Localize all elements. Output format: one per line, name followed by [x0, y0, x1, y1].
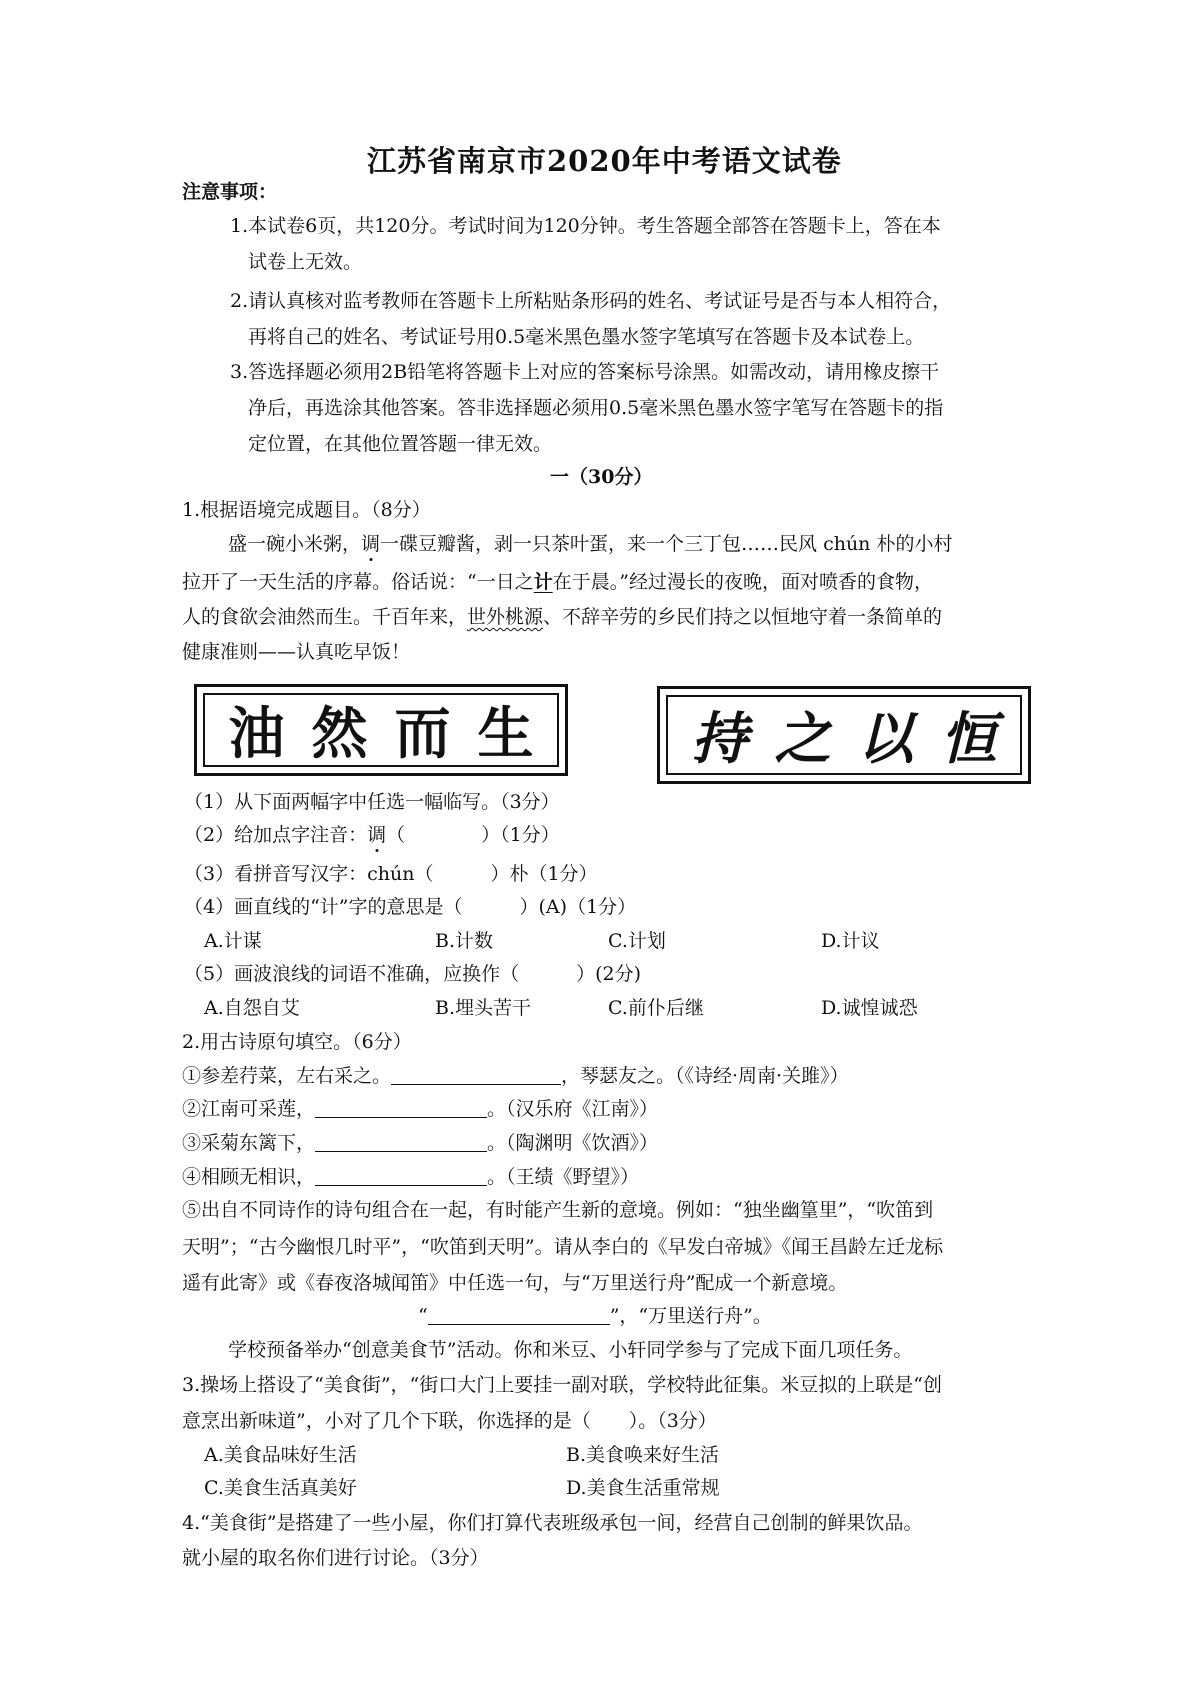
poem-text: “ [418, 1305, 428, 1327]
passage-text: 盛一碗小米粥， [228, 533, 362, 555]
answer-blank[interactable] [428, 1304, 610, 1325]
calligraphy-right [657, 686, 1031, 784]
calligraphy-char: 持 [691, 706, 748, 772]
option-d: D.诚惶诚恐 [821, 997, 918, 1019]
notice-item-3-cont2: 定位置，在其他位置答题一律无效。 [248, 433, 553, 455]
passage-text: 拉开了一天生活的序幕。俗话说：“一日之 [182, 571, 534, 593]
poem-line-5: ⑤出自不同诗作的诗句组合在一起，有时能产生新的意境。例如：“独坐幽篁里”，“吹笛到 [182, 1199, 934, 1221]
notice-item-1: 1.本试卷6页，共120分。考试时间为120分钟。考生答题全部答在答题卡上，答在本 [230, 215, 941, 237]
question-1-title: 1.根据语境完成题目。（8分） [182, 499, 431, 521]
passage-text: 在于晨。”经过漫长的夜晚，面对喷香的食物， [552, 571, 933, 593]
poem-line-8 [418, 1304, 772, 1328]
passage-line-2 [182, 570, 933, 594]
option-c: C.美食生活真美好 [204, 1477, 357, 1499]
sub-question-text: （2）给加点字注音： [184, 824, 368, 846]
option-c: C.计划 [608, 930, 666, 952]
option-a: A.美食品味好生活 [204, 1444, 357, 1466]
option-d: D.计议 [821, 930, 880, 952]
poem-text: ①参差荇菜，左右采之。 [182, 1065, 392, 1087]
poem-line-3 [182, 1131, 658, 1155]
section-heading: 一（30分） [550, 466, 653, 488]
question-4-line-2: 就小屋的取名你们进行讨论。（3分） [182, 1547, 489, 1569]
passage-line-4: 健康准则——认真吃早饭！ [182, 641, 411, 663]
passage-text: 人的食欲会油然而生。千百年来， [182, 606, 468, 628]
calligraphy-char: 以 [857, 706, 914, 772]
notice-item-3: 3.答选择题必须用2B铅笔将答题卡上对应的答案标号涂黑。如需改动，请用橡皮擦干 [230, 361, 940, 383]
question-2-title: 2.用古诗原句填空。（6分） [182, 1031, 412, 1053]
dotted-char: 调 [361, 533, 381, 555]
calligraphy-char: 之 [774, 706, 831, 772]
dotted-char: 调 [367, 824, 387, 846]
option-b: B.美食唤来好生活 [566, 1444, 720, 1466]
passage-line-3 [182, 605, 942, 629]
answer-blank[interactable] [315, 1165, 487, 1186]
notice-item-2: 2.请认真核对监考教师在答题卡上所粘贴条形码的姓名、考试证号是否与本人相符合， [230, 290, 952, 312]
option-b: B.计数 [435, 930, 494, 952]
notice-item-3-cont: 净后，再选涂其他答案。答非选择题必须用0.5毫米黑色墨水签字笔写在答题卡的指 [248, 397, 944, 419]
calligraphy-char: 恒 [940, 706, 997, 772]
wavy-underlined-word: 世外桃源 [467, 606, 544, 628]
poem-line-6: 天明”；“古今幽恨几时平”，“吹笛到天明”。请从李白的《早发白帝城》《闻王昌龄左迁龙标 [182, 1236, 944, 1258]
page-title: 江苏省南京市2020年中考语文试卷 [367, 144, 842, 178]
poem-line-4 [182, 1165, 639, 1189]
option-a: A.自怨自艾 [204, 997, 300, 1019]
question-3-line-1: 3.操场上搭设了“美食街”，“街口大门上要挂一副对联，学校特此征集。米豆拟的上联是“创 [182, 1374, 942, 1396]
option-a: A.计谋 [204, 930, 262, 952]
calligraphy-char: 生 [477, 702, 534, 767]
calligraphy-left [194, 684, 568, 776]
question-4-line-1: 4.“美食街”是搭建了一些小屋，你们打算代表班级承包一间，经营自己创制的鲜果饮品。 [182, 1512, 923, 1534]
passage-text: 一碟豆瓣酱，剥一只茶叶蛋，来一个三丁包……民风 chún 朴的小村 [380, 533, 953, 555]
poem-text: ”，“万里送行舟”。 [609, 1305, 772, 1327]
sub-question-2 [184, 823, 560, 847]
sub-question-3: （3）看拼音写汉字：chún（ ）朴（1分） [184, 863, 598, 885]
answer-blank[interactable] [315, 1131, 487, 1152]
sub-question-1: （1）从下面两幅字中任选一幅临写。（3分） [184, 791, 560, 813]
poem-text: ，琴瑟友之。（《诗经·周南·关雎》） [561, 1065, 849, 1087]
option-c: C.前仆后继 [608, 997, 704, 1019]
poem-text: ②江南可采莲， [182, 1098, 316, 1120]
poem-text: 。（汉乐府《江南》） [487, 1098, 659, 1120]
poem-text: ③采菊东篱下， [182, 1132, 316, 1154]
answer-blank[interactable] [391, 1064, 561, 1085]
sub-question-text: （ ）（1分） [386, 824, 560, 846]
answer-blank[interactable] [315, 1097, 487, 1118]
notice-item-2-cont: 再将自己的姓名、考试证号用0.5毫米黑色墨水签字笔填写在答题卡及本试卷上。 [248, 326, 925, 348]
poem-text: 。（陶渊明《饮酒》） [487, 1132, 659, 1154]
sub-question-5: （5）画波浪线的词语不准确，应换作（ ）(2分) [184, 963, 642, 985]
calligraphy-char: 而 [394, 702, 451, 767]
activity-intro: 学校预备举办“创意美食节”活动。你和米豆、小轩同学参与了完成下面几项任务。 [228, 1339, 913, 1361]
calligraphy-char: 油 [228, 702, 285, 767]
poem-line-2 [182, 1097, 658, 1121]
passage-text: 、不辞辛劳的乡民们持之以恒地守着一条简单的 [543, 606, 943, 628]
question-3-line-2: 意烹出新味道”，小对了几个下联，你选择的是（ ）。（3分） [182, 1410, 717, 1432]
poem-text: 。（王绩《野望》） [487, 1166, 640, 1188]
passage-line-1 [228, 532, 952, 556]
sub-question-4: （4）画直线的“计”字的意思是（ ）(A)（1分） [184, 896, 637, 918]
option-d: D.美食生活重常规 [566, 1477, 720, 1499]
poem-line-7: 遥有此寄》或《春夜洛城闻笛》中任选一句，与“万里送行舟”配成一个新意境。 [182, 1272, 848, 1294]
notice-item-1-cont: 试卷上无效。 [248, 251, 363, 273]
calligraphy-char: 然 [311, 702, 368, 767]
underlined-char: 计 [533, 571, 553, 593]
notice-heading: 注意事项： [182, 181, 278, 203]
poem-line-1 [182, 1064, 849, 1088]
poem-text: ④相顾无相识， [182, 1166, 316, 1188]
option-b: B.埋头苦干 [435, 997, 532, 1019]
